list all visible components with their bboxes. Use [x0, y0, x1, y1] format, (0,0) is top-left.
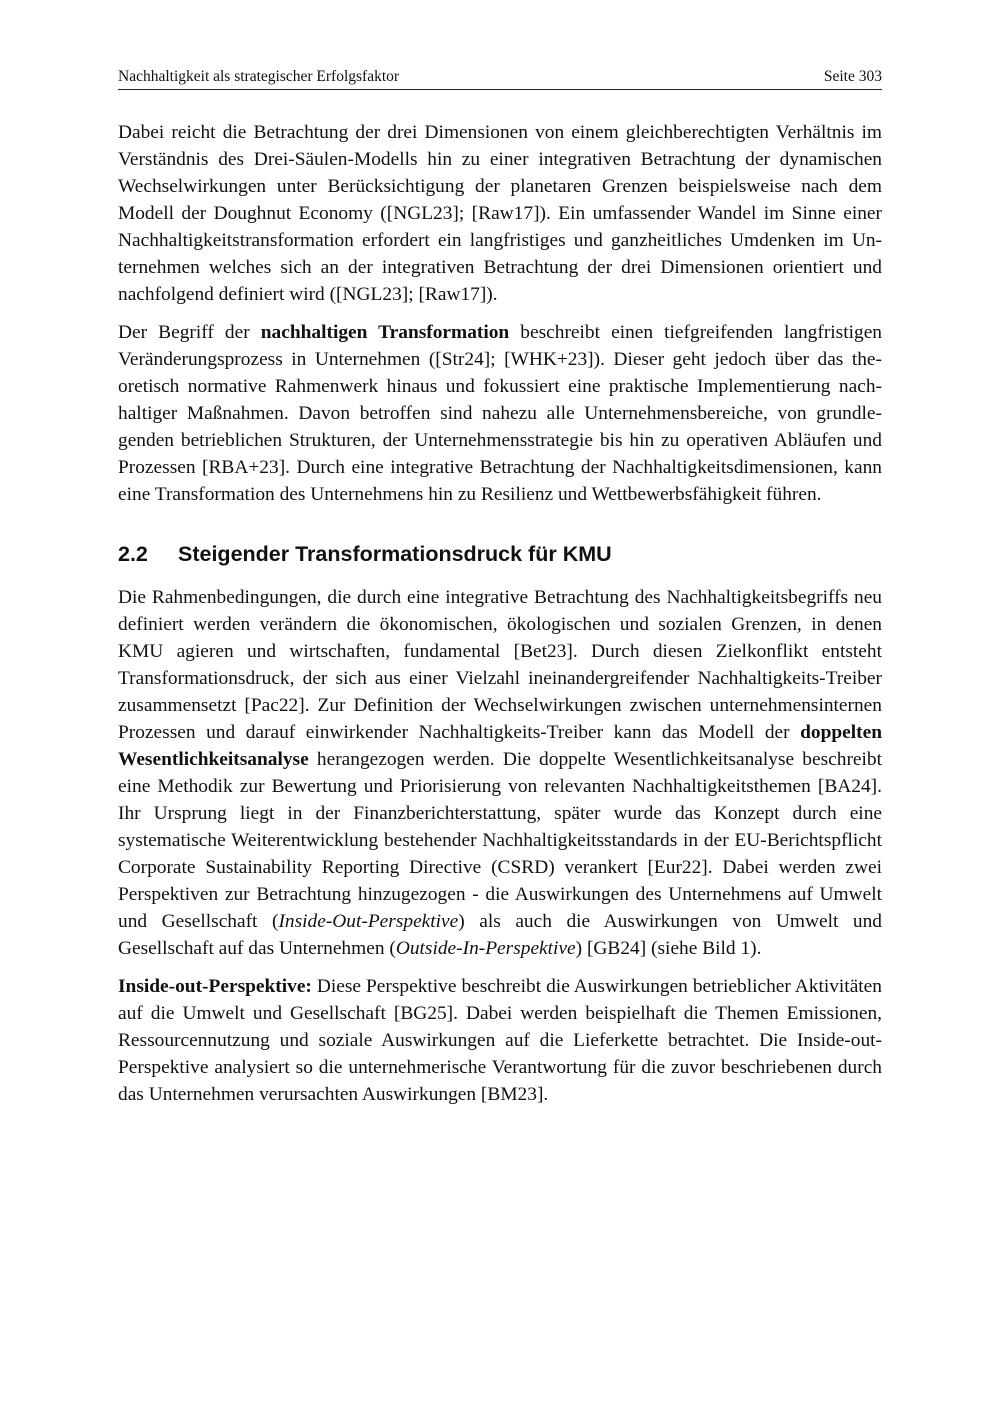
paragraph-transformationsdruck — [118, 584, 882, 962]
section-number: 2.2 — [118, 542, 148, 566]
section-heading — [118, 541, 882, 568]
paragraph-nachhaltige-transformation — [118, 319, 882, 508]
term-nachhaltige-transformation: nachhaltigen Transformation — [260, 322, 510, 343]
p3-text-a: Die Rahmenbedingungen, die durch eine integrative Betrachtung des Nachhaltigkeitsbegriffs neu definiert werden verändern die ökonomischen, ökologischen und sozialen Grenzen, in denen KMU agieren und wirtschaften, fundamental [Bet23]. Durch diesen Zielkonflikt entsteht Transformationsdruck, der sich aus einer Vielzahl ineinandergreifender Nachhaltigkeits-Treiber zusammensetzt [Pac22]. Zur Definition der Wechselwirkungen zwischen unternehmensinternen Prozessen und darauf einwirkender Nachhaltigkeits-Treiber kann das Modell der — [118, 587, 882, 743]
body-text — [118, 119, 882, 1119]
p2-text-a: Der Begriff der — [118, 322, 261, 343]
p3-text-b: herangezogen werden. Die doppelte Wesentlichkeitsanalyse beschreibt eine Methodik zur Bewertung und Priorisierung von relevanten Nachhaltigkeitsthemen [BA24]. Ihr Ursprung liegt in der Finanzberichterstattung, später wurde das Konzept durch eine systematische Weiterentwicklung bestehender Nachhaltigkeitsstandards in der EU-Berichtspflicht Corporate Sustainability Reporting Directive (CSRD) verankert [Eur22]. Dabei werden zwei Perspektiven zur Betrachtung hinzugezogen - die Auswirkungen des Unternehmens auf Umwelt und Gesellschaft ( — [118, 749, 882, 932]
running-header — [118, 66, 882, 90]
header-title: Nachhaltigkeit als strategischer Erfolgsfaktor — [118, 68, 400, 85]
term-inside-out-label: Inside-out-Perspektive: — [118, 976, 312, 997]
paragraph-dimensions — [118, 119, 882, 308]
p2-text-b: beschreibt einen tiefgreifenden langfristigen Veränderungsprozess in Unternehmen ([Str24]; [WHK+23]). Dieser geht jedoch über das theoretisch normative Rahmenwerk hinaus und fokussiert eine praktische Implementierung nachhaltiger Maßnahmen. Davon betroffen sind nahezu alle Unternehmensbereiche, von grundlegenden betrieblichen Strukturen, der Unternehmensstrategie bis hin zu operativen Abläufen und Prozessen [RBA+23]. Durch eine integrative Betrachtung der Nachhaltigkeitsdimensionen, kann eine Transformation des Unternehmens hin zu Resilienz und Wettbewerbsfähigkeit führen. — [118, 322, 882, 505]
p4-text: Diese Perspektive beschreibt die Auswirkungen betrieblicher Aktivitäten auf die Umwelt und Gesellschaft [BG25]. Dabei werden beispielhaft die Themen Emissionen, Ressourcennutzung und soziale Auswirkungen auf die Lieferkette betrachtet. Die Inside-out-Perspektive analysiert so die unternehmerische Verantwortung für die zuvor beschriebenen durch das Unternehmen verursachten Auswirkungen [BM23]. — [118, 976, 882, 1105]
paragraph-dimensions-text: Dabei reicht die Betrachtung der drei Dimensionen von einem gleichberechtigten Verhältnis im Verständnis des Drei-Säulen-Modells hin zu einer integrativen Betrachtung der dynamischen Wechselwirkungen unter Berücksichtigung der planetaren Grenzen beispielsweise nach dem Modell der Doughnut Economy ([NGL23]; [Raw17]). Ein umfassender Wandel im Sinne einer Nachhaltigkeitstransformation erfordert ein langfristiges und ganzheitliches Umdenken im Unternehmen welches sich an der integrativen Betrachtung der drei Dimensionen orientiert und nachfolgend definiert wird ([NGL23]; [Raw17]). — [118, 122, 882, 305]
page-number: Seite 303 — [823, 68, 882, 85]
p3-text-d: ) [GB24] (siehe Bild 1). — [575, 938, 762, 959]
term-doppelte-wesentlichkeitsanalyse: doppelten Wesentlichkeitsanalyse — [118, 722, 882, 770]
paragraph-inside-out — [118, 973, 882, 1108]
section-title: Steigender Transformationsdruck für KMU — [178, 542, 612, 566]
p3-text-c: ) als auch die Auswirkungen von Umwelt und Gesellschaft auf das Unternehmen ( — [118, 911, 882, 959]
term-inside-out-perspektive: Inside-Out-Perspektive — [278, 911, 459, 932]
term-outside-in-perspektive: Outside-In-Perspektive — [395, 938, 576, 959]
